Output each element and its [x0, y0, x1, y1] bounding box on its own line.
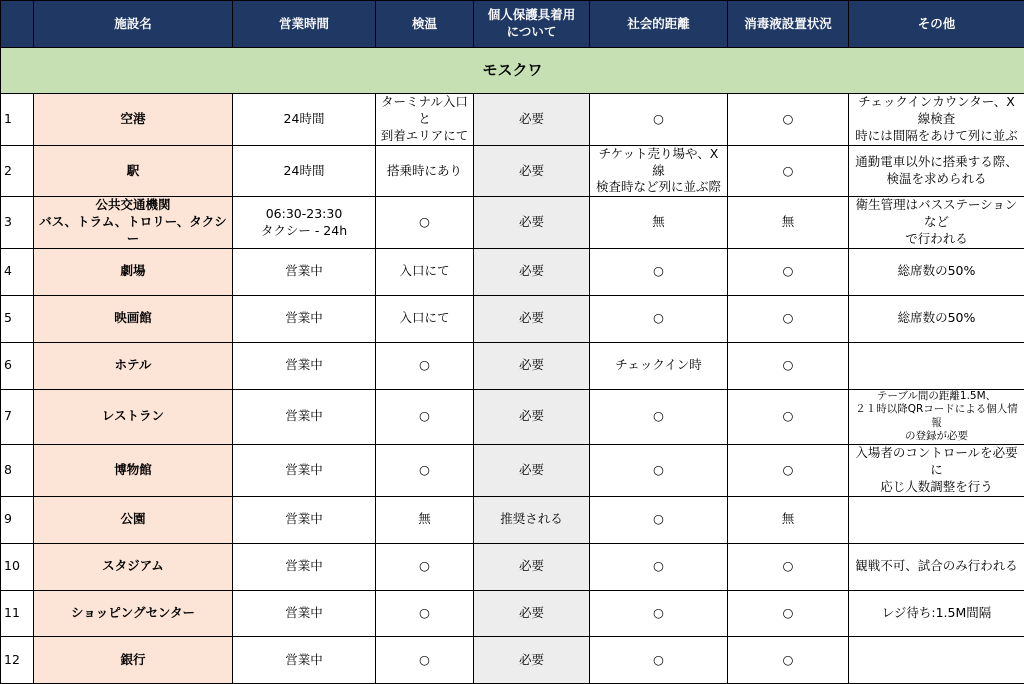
social-distance-cell — [590, 496, 728, 543]
disinfectant-cell-text: ○ — [731, 652, 845, 669]
facility-name — [34, 342, 233, 389]
hours-cell-text: 営業中 — [236, 558, 372, 575]
temperature-cell — [376, 342, 474, 389]
temperature-cell — [376, 197, 474, 249]
other-cell-text: 入場者のコントロールを必要に 応じ人数調整を行う — [852, 445, 1021, 496]
other-cell-text: テーブル間の距離1.5M、 ２１時以降QRコードによる個人情報 の登録が必要 — [852, 390, 1021, 445]
temperature-cell — [376, 248, 474, 295]
disinfectant-cell — [728, 248, 849, 295]
ppe-cell — [474, 197, 590, 249]
header-no — [1, 1, 34, 48]
header-social-distance: 社会的距離 — [590, 1, 728, 48]
row-number-text: 5 — [4, 310, 30, 327]
facility-name-text: 駅 — [37, 163, 229, 180]
ppe-cell — [474, 637, 590, 684]
social-distance-cell-text: ○ — [593, 558, 724, 575]
header-ppe-label: 個人保護具着用 について — [477, 7, 586, 41]
disinfectant-cell-text: 無 — [731, 511, 845, 528]
facility-name — [34, 496, 233, 543]
facility-name-text: 劇場 — [37, 263, 229, 280]
hours-cell — [233, 389, 376, 445]
row-number — [1, 590, 34, 637]
disinfectant-cell — [728, 543, 849, 590]
hours-cell-text: 営業中 — [236, 652, 372, 669]
disinfectant-cell-text: ○ — [731, 558, 845, 575]
hours-cell-text: 営業中 — [236, 511, 372, 528]
facility-name — [34, 445, 233, 497]
temperature-cell-text: ○ — [379, 462, 470, 479]
table-row — [1, 637, 1024, 684]
disinfectant-cell-text: ○ — [731, 310, 845, 327]
other-cell-text: 衛生管理はバスステーションなど で行われる — [852, 197, 1021, 248]
social-distance-cell-text: ○ — [593, 605, 724, 622]
disinfectant-cell — [728, 342, 849, 389]
social-distance-cell-text: ○ — [593, 462, 724, 479]
social-distance-cell-text: ○ — [593, 408, 724, 425]
hours-cell-text: 24時間 — [236, 163, 372, 180]
social-distance-cell-text: ○ — [593, 111, 724, 128]
other-cell-text: 総席数の50% — [852, 310, 1021, 327]
table-row — [1, 496, 1024, 543]
other-cell-text: 観戦不可、試合のみ行われる — [852, 558, 1021, 575]
temperature-cell-text: 搭乗時にあり — [379, 163, 470, 180]
other-cell-text: 総席数の50% — [852, 263, 1021, 280]
hours-cell — [233, 94, 376, 146]
hours-cell — [233, 342, 376, 389]
disinfectant-cell — [728, 94, 849, 146]
temperature-cell-text: 入口にて — [379, 263, 470, 280]
row-number — [1, 496, 34, 543]
temperature-cell — [376, 637, 474, 684]
disinfectant-cell-text: ○ — [731, 163, 845, 180]
other-cell-text: チェックインカウンター、X線検査 時には間隔をあけて列に並ぶ — [852, 94, 1021, 145]
facility-name — [34, 295, 233, 342]
facility-name — [34, 197, 233, 249]
ppe-cell-text: 推奨される — [477, 511, 586, 528]
ppe-cell-text: 必要 — [477, 462, 586, 479]
disinfectant-cell-text: 無 — [731, 214, 845, 231]
ppe-cell-text: 必要 — [477, 263, 586, 280]
temperature-cell-text: ○ — [379, 652, 470, 669]
hours-cell — [233, 590, 376, 637]
row-number — [1, 389, 34, 445]
row-number-text: 6 — [4, 357, 30, 374]
other-cell — [849, 637, 1024, 684]
other-cell — [849, 342, 1024, 389]
disinfectant-cell — [728, 496, 849, 543]
temperature-cell — [376, 295, 474, 342]
facility-name-text: スタジアム — [37, 558, 229, 575]
other-cell — [849, 445, 1024, 497]
temperature-cell — [376, 543, 474, 590]
other-cell — [849, 590, 1024, 637]
facility-name-text: 公共交通機関 バス、トラム、トロリー、タクシー — [37, 197, 229, 248]
social-distance-cell — [590, 445, 728, 497]
temperature-cell — [376, 590, 474, 637]
disinfectant-cell-text: ○ — [731, 605, 845, 622]
table-row — [1, 342, 1024, 389]
header-temperature: 検温 — [376, 1, 474, 48]
other-cell — [849, 145, 1024, 197]
hours-cell-text: 営業中 — [236, 357, 372, 374]
temperature-cell-text: ターミナル入口と 到着エリアにて — [379, 94, 470, 145]
social-distance-cell — [590, 389, 728, 445]
social-distance-cell — [590, 637, 728, 684]
row-number-text: 10 — [4, 558, 30, 575]
hours-cell-text: 営業中 — [236, 310, 372, 327]
social-distance-cell-text: ○ — [593, 652, 724, 669]
header-row — [1, 1, 1024, 48]
facility-name — [34, 637, 233, 684]
other-cell-text: 通勤電車以外に搭乗する際、 検温を求められる — [852, 154, 1021, 188]
facility-name-text: 公園 — [37, 511, 229, 528]
row-number — [1, 295, 34, 342]
region-label: モスクワ — [1, 48, 1024, 94]
facility-name — [34, 389, 233, 445]
social-distance-cell-text: ○ — [593, 310, 724, 327]
temperature-cell — [376, 94, 474, 146]
disinfectant-cell-text: ○ — [731, 263, 845, 280]
social-distance-cell — [590, 248, 728, 295]
hours-cell-text: 営業中 — [236, 462, 372, 479]
facility-name-text: レストラン — [37, 408, 229, 425]
facility-name-text: ホテル — [37, 357, 229, 374]
row-number — [1, 543, 34, 590]
temperature-cell-text: ○ — [379, 357, 470, 374]
row-number-text: 8 — [4, 462, 30, 479]
region-row — [1, 48, 1024, 94]
disinfectant-cell — [728, 637, 849, 684]
temperature-cell-text: ○ — [379, 558, 470, 575]
other-cell — [849, 496, 1024, 543]
facility-name-text: 博物館 — [37, 462, 229, 479]
disinfectant-cell — [728, 197, 849, 249]
social-distance-cell-text: 無 — [593, 214, 724, 231]
ppe-cell — [474, 543, 590, 590]
table-row — [1, 543, 1024, 590]
hours-cell-text: 営業中 — [236, 605, 372, 622]
hours-cell — [233, 145, 376, 197]
table-row — [1, 389, 1024, 445]
disinfectant-cell-text: ○ — [731, 462, 845, 479]
social-distance-cell-text: チェックイン時 — [593, 357, 724, 374]
row-number — [1, 145, 34, 197]
facility-name-text: 映画館 — [37, 310, 229, 327]
row-number — [1, 342, 34, 389]
facility-name — [34, 590, 233, 637]
facility-name — [34, 145, 233, 197]
social-distance-cell — [590, 590, 728, 637]
social-distance-cell — [590, 145, 728, 197]
temperature-cell-text: 無 — [379, 511, 470, 528]
facility-name — [34, 543, 233, 590]
facility-name-text: 銀行 — [37, 652, 229, 669]
social-distance-cell-text: チケット売り場や、X線 検査時など列に並ぶ際 — [593, 146, 724, 197]
facility-name-text: ショッピングセンター — [37, 605, 229, 622]
ppe-cell — [474, 590, 590, 637]
temperature-cell — [376, 496, 474, 543]
table-row — [1, 295, 1024, 342]
ppe-cell — [474, 342, 590, 389]
disinfectant-cell — [728, 590, 849, 637]
social-distance-cell — [590, 543, 728, 590]
row-number-text: 2 — [4, 163, 30, 180]
ppe-cell — [474, 295, 590, 342]
table-row — [1, 197, 1024, 249]
header-facility-name: 施設名 — [34, 1, 233, 48]
ppe-cell-text: 必要 — [477, 111, 586, 128]
header-other: その他 — [849, 1, 1024, 48]
hours-cell — [233, 295, 376, 342]
other-cell — [849, 94, 1024, 146]
ppe-cell-text: 必要 — [477, 163, 586, 180]
social-distance-cell — [590, 295, 728, 342]
social-distance-cell — [590, 197, 728, 249]
disinfectant-cell — [728, 389, 849, 445]
hours-cell-text: 営業中 — [236, 408, 372, 425]
temperature-cell — [376, 445, 474, 497]
other-cell — [849, 197, 1024, 249]
facility-name — [34, 248, 233, 295]
disinfectant-cell-text: ○ — [731, 357, 845, 374]
temperature-cell-text: 入口にて — [379, 310, 470, 327]
ppe-cell — [474, 248, 590, 295]
disinfectant-cell — [728, 295, 849, 342]
ppe-cell-text: 必要 — [477, 408, 586, 425]
temperature-cell — [376, 389, 474, 445]
social-distance-cell — [590, 94, 728, 146]
table-row — [1, 94, 1024, 146]
other-cell-text: レジ待ち:1.5M間隔 — [852, 605, 1021, 622]
ppe-cell-text: 必要 — [477, 214, 586, 231]
disinfectant-cell — [728, 145, 849, 197]
disinfectant-cell — [728, 445, 849, 497]
row-number-text: 4 — [4, 263, 30, 280]
hours-cell — [233, 543, 376, 590]
temperature-cell-text: ○ — [379, 214, 470, 231]
ppe-cell — [474, 145, 590, 197]
row-number-text: 7 — [4, 408, 30, 425]
other-cell — [849, 543, 1024, 590]
facility-name-text: 空港 — [37, 111, 229, 128]
ppe-cell — [474, 496, 590, 543]
header-hours: 営業時間 — [233, 1, 376, 48]
row-number — [1, 248, 34, 295]
hours-cell — [233, 248, 376, 295]
table-row — [1, 590, 1024, 637]
row-number-text: 3 — [4, 214, 30, 231]
row-number — [1, 445, 34, 497]
row-number — [1, 637, 34, 684]
other-cell — [849, 295, 1024, 342]
hours-cell-text: 24時間 — [236, 111, 372, 128]
other-cell — [849, 389, 1024, 445]
disinfectant-cell-text: ○ — [731, 408, 845, 425]
row-number-text: 1 — [4, 111, 30, 128]
hours-cell — [233, 637, 376, 684]
temperature-cell-text: ○ — [379, 408, 470, 425]
row-number — [1, 197, 34, 249]
ppe-cell — [474, 94, 590, 146]
header-disinfectant: 消毒液設置状況 — [728, 1, 849, 48]
disinfectant-cell-text: ○ — [731, 111, 845, 128]
row-number-text: 11 — [4, 605, 30, 622]
hours-cell — [233, 197, 376, 249]
hours-cell-text: 営業中 — [236, 263, 372, 280]
ppe-cell-text: 必要 — [477, 310, 586, 327]
hours-cell-text: 06:30-23:30 タクシー - 24h — [236, 206, 372, 240]
other-cell — [849, 248, 1024, 295]
row-number-text: 9 — [4, 511, 30, 528]
row-number — [1, 94, 34, 146]
temperature-cell-text: ○ — [379, 605, 470, 622]
row-number-text: 12 — [4, 652, 30, 669]
table-row — [1, 145, 1024, 197]
header-ppe — [474, 1, 590, 48]
facility-name — [34, 94, 233, 146]
temperature-cell — [376, 145, 474, 197]
hours-cell — [233, 445, 376, 497]
social-distance-cell — [590, 342, 728, 389]
ppe-cell — [474, 445, 590, 497]
table-row — [1, 248, 1024, 295]
table-row — [1, 445, 1024, 497]
ppe-cell-text: 必要 — [477, 652, 586, 669]
social-distance-cell-text: ○ — [593, 511, 724, 528]
ppe-cell-text: 必要 — [477, 357, 586, 374]
hours-cell — [233, 496, 376, 543]
social-distance-cell-text: ○ — [593, 263, 724, 280]
ppe-cell-text: 必要 — [477, 558, 586, 575]
ppe-cell — [474, 389, 590, 445]
ppe-cell-text: 必要 — [477, 605, 586, 622]
